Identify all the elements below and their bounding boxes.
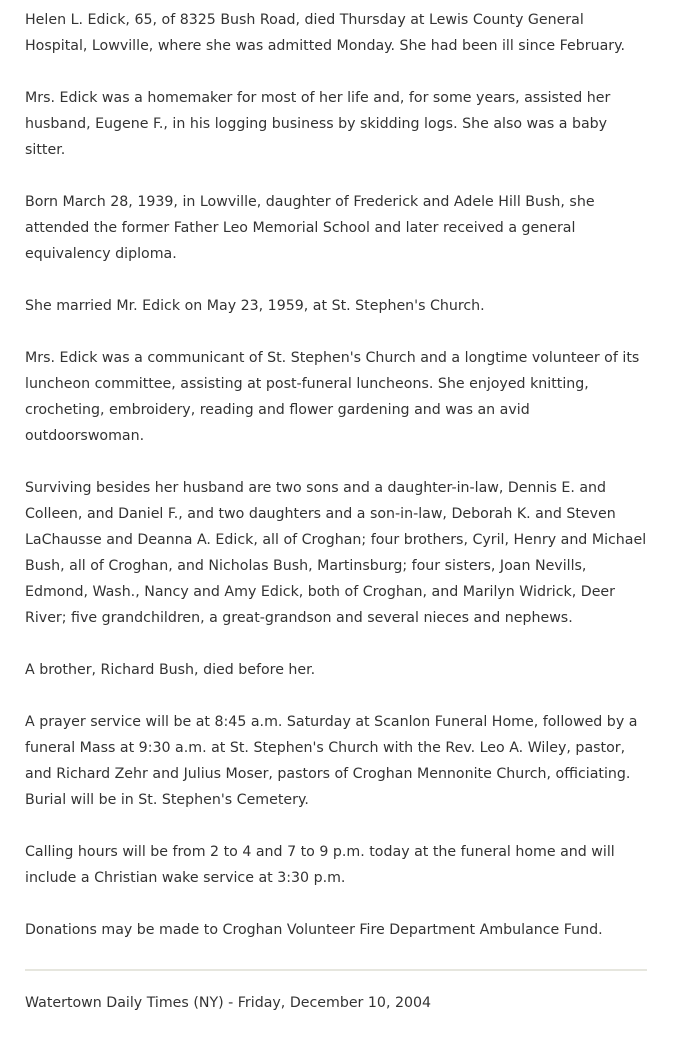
article-paragraph-5: Mrs. Edick was a communicant of St. Stephen's Church and a longtime volunteer of its luncheon committee, assisting at post-funeral luncheons. She enjoyed knitting, crocheting, embroidery, reading and flower gardening and was an avid outdoorswoman. [25, 350, 640, 444]
article-paragraph-2: Mrs. Edick was a homemaker for most of her life and, for some years, assisted her husband, Eugene F., in his logging business by skidding logs. She also was a baby sitter. [25, 90, 611, 158]
article-paragraph-3: Born March 28, 1939, in Lowville, daughter of Frederick and Adele Hill Bush, she attended the former Father Leo Memorial School and later received a general equivalency diploma. [25, 194, 595, 262]
article-paragraph-1: Helen L. Edick, 65, of 8325 Bush Road, died Thursday at Lewis County General Hospital, Lowville, where she was admitted Monday. She had been ill since February. [25, 12, 626, 54]
article-paragraph-8: A prayer service will be at 8:45 a.m. Saturday at Scanlon Funeral Home, followed by a funeral Mass at 9:30 a.m. at St. Stephen's Church with the Rev. Leo A. Wiley, pastor, and Richard Zehr and Julius Moser, pastors of Croghan Mennonite Church, officiating. Burial will be in St. Stephen's Cemetery. [25, 714, 638, 808]
article-paragraph-6: Surviving besides her husband are two sons and a daughter-in-law, Dennis E. and Colleen, and Daniel F., and two daughters and a son-in-law, Deborah K. and Steven LaChausse and Deanna A. Edick, all of Croghan; four brothers, Cyril, Henry and Michael Bush, all of Croghan, and Nicholas Bush, Martinsburg; four sisters, Joan Nevills, Edmond, Wash., Nancy and Amy Edick, both of Croghan, and Marilyn Widrick, Deer River; five grandchildren, a great-grandson and several nieces and nephews. [25, 480, 647, 626]
article-paragraph-7: A brother, Richard Bush, died before her. [25, 662, 316, 678]
article-paragraph-10: Donations may be made to Croghan Volunteer Fire Department Ambulance Fund. [25, 922, 603, 938]
article-source: Watertown Daily Times (NY) - Friday, December 10, 2004 [25, 995, 432, 1011]
article-paragraph-9: Calling hours will be from 2 to 4 and 7 to 9 p.m. today at the funeral home and will include a Christian wake service at 3:30 p.m. [25, 844, 615, 886]
article-paragraph-4: She married Mr. Edick on May 23, 1959, at St. Stephen's Church. [25, 298, 485, 314]
source-divider [25, 969, 647, 971]
